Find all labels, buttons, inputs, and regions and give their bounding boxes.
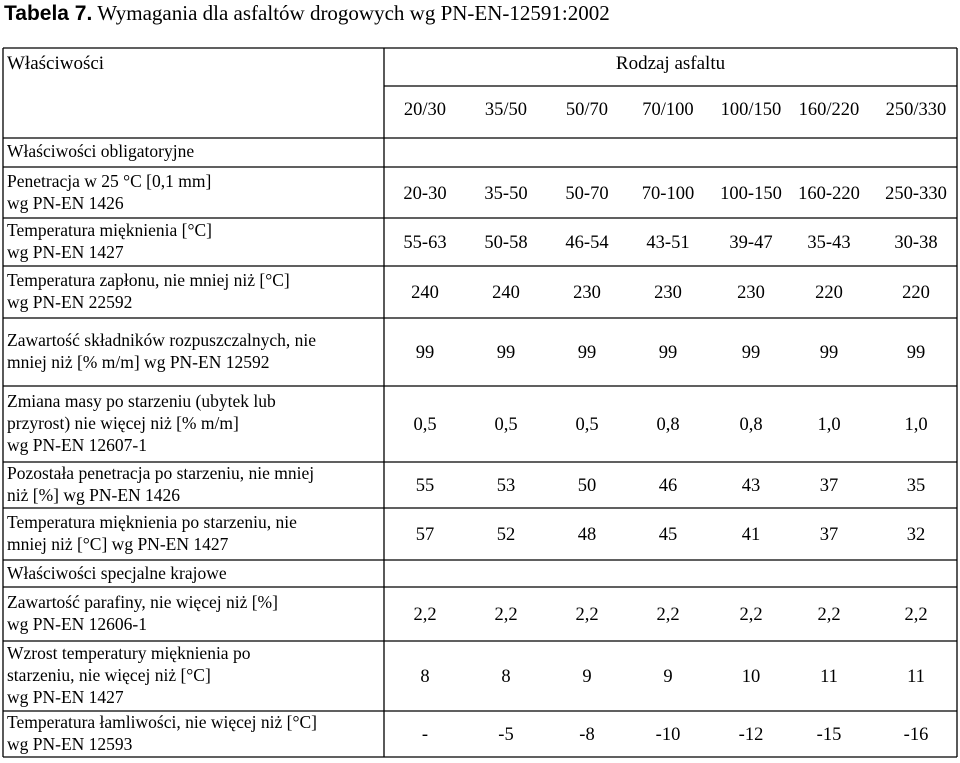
table-cell: 30-38 bbox=[894, 233, 938, 253]
table-cell: 52 bbox=[496, 525, 516, 545]
table-cell: 99 bbox=[577, 343, 597, 363]
table-cell: -15 bbox=[816, 725, 842, 745]
table-cell: 37 bbox=[819, 525, 839, 545]
table-cell: 230 bbox=[654, 283, 682, 303]
table-cell: -5 bbox=[498, 725, 514, 745]
table-cell: 10 bbox=[741, 667, 761, 687]
header-grade: 250/330 bbox=[885, 100, 947, 120]
table-cell: 99 bbox=[741, 343, 761, 363]
header-asphalt-type: Rodzaj asfaltu bbox=[615, 53, 726, 74]
header-properties: Właściwości bbox=[7, 53, 105, 74]
table-cell: 220 bbox=[815, 283, 843, 303]
table-cell: 43-51 bbox=[646, 233, 690, 253]
table-cell: 1,0 bbox=[904, 415, 928, 435]
table-cell: 37 bbox=[819, 476, 839, 496]
table-cell: 160-220 bbox=[798, 183, 860, 204]
table-cell: 32 bbox=[906, 525, 926, 545]
row-label: wg PN-EN 1427 bbox=[7, 687, 124, 707]
table-cell: 230 bbox=[573, 283, 601, 303]
table-cell: 0,5 bbox=[413, 415, 437, 435]
table-cell: 0,8 bbox=[656, 415, 680, 435]
table-cell: 35-50 bbox=[484, 183, 528, 204]
table-cell: -16 bbox=[903, 725, 929, 745]
table-cell: 46 bbox=[658, 476, 678, 496]
table-cell: 35-43 bbox=[807, 233, 851, 253]
table-cell: 53 bbox=[496, 476, 516, 496]
row-label: Temperatura mięknienia po starzeniu, nie bbox=[7, 512, 297, 532]
table-cell: 0,8 bbox=[739, 415, 763, 435]
section-mandatory-label: Właściwości obligatoryjne bbox=[7, 141, 195, 161]
row-label: starzeniu, nie więcej niż [°C] bbox=[7, 665, 211, 685]
row-label: Zawartość parafiny, nie więcej niż [%] bbox=[7, 592, 278, 612]
row-label: przyrost) nie więcej niż [% m/m] bbox=[7, 413, 239, 433]
row-label: Temperatura zapłonu, nie mniej niż [°C] bbox=[7, 270, 290, 290]
table-cell: 100-150 bbox=[720, 183, 782, 204]
row-label: mniej niż [% m/m] wg PN-EN 12592 bbox=[7, 352, 270, 372]
header-grade: 35/50 bbox=[484, 100, 528, 120]
table-cell: 0,5 bbox=[575, 415, 599, 435]
header-grade: 20/30 bbox=[403, 100, 447, 120]
table-cell: 11 bbox=[820, 667, 838, 687]
table-cell: 2,2 bbox=[904, 605, 928, 625]
header-grade: 70/100 bbox=[642, 100, 694, 120]
table-cell: 220 bbox=[902, 283, 930, 303]
table-cell: 2,2 bbox=[817, 605, 841, 625]
row-label: Wzrost temperatury mięknienia po bbox=[7, 643, 251, 663]
table-cell: 2,2 bbox=[739, 605, 763, 625]
table-caption: Wymagania dla asfaltów drogowych wg PN-EN-12591:2002 bbox=[97, 1, 610, 25]
row-label: Zawartość składników rozpuszczalnych, nie bbox=[7, 330, 317, 350]
table-cell: 43 bbox=[741, 476, 761, 496]
table-cell: 2,2 bbox=[656, 605, 680, 625]
table-cell: 99 bbox=[415, 343, 435, 363]
table-cell: 2,2 bbox=[413, 605, 437, 625]
table-cell: 1,0 bbox=[817, 415, 841, 435]
table-cell: 230 bbox=[737, 283, 765, 303]
table-cell: 0,5 bbox=[494, 415, 518, 435]
table-cell: 99 bbox=[658, 343, 678, 363]
table-cell: 50-70 bbox=[565, 183, 609, 204]
table-cell: 48 bbox=[577, 525, 597, 545]
row-label: wg PN-EN 12607-1 bbox=[7, 435, 147, 455]
table-number: Tabela 7. bbox=[4, 2, 93, 25]
table-cell: 35 bbox=[906, 476, 926, 496]
table-cell: 250-330 bbox=[885, 183, 947, 204]
header-grade: 160/220 bbox=[798, 100, 860, 120]
row-label: mniej niż [°C] wg PN-EN 1427 bbox=[7, 534, 229, 554]
table-cell: 240 bbox=[411, 283, 439, 303]
table-cell: 50 bbox=[577, 476, 597, 496]
table-cell: 70-100 bbox=[641, 183, 695, 204]
table-cell: 99 bbox=[496, 343, 516, 363]
table-cell: 9 bbox=[582, 667, 592, 687]
row-label: Zmiana masy po starzeniu (ubytek lub bbox=[7, 391, 276, 411]
table-cell: 45 bbox=[658, 525, 678, 545]
row-label: Pozostała penetracja po starzeniu, nie mniej bbox=[7, 463, 315, 483]
row-label: wg PN-EN 1427 bbox=[7, 242, 124, 262]
table-cell: 8 bbox=[501, 667, 511, 687]
row-label: Penetracja w 25 °C [0,1 mm] bbox=[7, 170, 212, 191]
table-cell: 99 bbox=[819, 343, 839, 363]
table-cell: 2,2 bbox=[494, 605, 518, 625]
row-label: wg PN-EN 12593 bbox=[7, 734, 133, 754]
table-cell: 8 bbox=[420, 667, 430, 687]
row-label: wg PN-EN 1426 bbox=[7, 192, 124, 213]
table-cell: 9 bbox=[663, 667, 673, 687]
table-cell: -10 bbox=[655, 725, 681, 745]
table-cell: 50-58 bbox=[484, 233, 528, 253]
table-cell: 46-54 bbox=[565, 233, 609, 253]
row-label: wg PN-EN 12606-1 bbox=[7, 614, 147, 634]
table-cell: 41 bbox=[741, 525, 761, 545]
row-label: Temperatura łamliwości, nie więcej niż [°C] bbox=[7, 712, 317, 732]
table-cell: 39-47 bbox=[729, 233, 773, 253]
table-cell: 20-30 bbox=[403, 183, 447, 204]
header-grade: 50/70 bbox=[565, 100, 609, 120]
table-cell: 11 bbox=[907, 667, 925, 687]
table-cell: 57 bbox=[415, 525, 435, 545]
table-cell: 55 bbox=[415, 476, 435, 496]
table-cell: 99 bbox=[906, 343, 926, 363]
table-cell: - bbox=[421, 725, 429, 745]
row-label: wg PN-EN 22592 bbox=[7, 292, 133, 312]
table-cell: 2,2 bbox=[575, 605, 599, 625]
table-cell: 55-63 bbox=[403, 233, 447, 253]
section-national-label: Właściwości specjalne krajowe bbox=[7, 563, 227, 583]
row-label: niż [%] wg PN-EN 1426 bbox=[7, 485, 181, 505]
table-cell: -12 bbox=[738, 725, 764, 745]
row-label: Temperatura mięknienia [°C] bbox=[7, 220, 212, 240]
header-grade: 100/150 bbox=[720, 100, 782, 120]
table-cell: -8 bbox=[579, 725, 595, 745]
table-cell: 240 bbox=[492, 283, 520, 303]
